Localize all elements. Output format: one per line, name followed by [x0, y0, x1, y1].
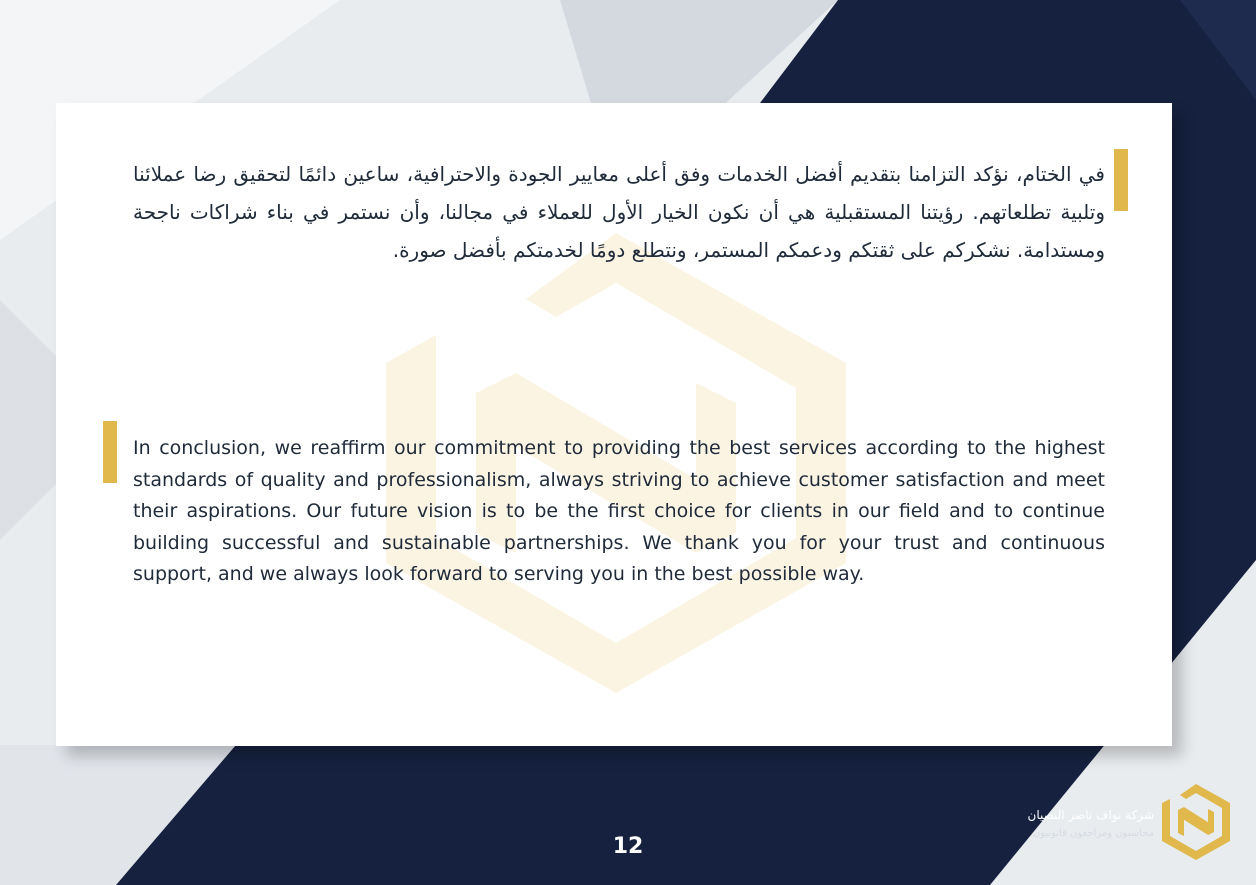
company-branding [990, 806, 1154, 844]
hexagon-n-logo-icon [1160, 784, 1232, 860]
english-accent-bar [103, 421, 117, 483]
company-tagline: محاسبون ومراجعون قانونيون [1032, 828, 1154, 839]
english-paragraph: In conclusion, we reaffirm our commitment to providing the best services according to the highest standards of quality and professionalism, always striving to achieve customer satisfaction and meet their aspirations. Our future vision is to be the first choice for clients in our field and to continue building successful and sustainable partnerships. We thank you for your trust and continuous support, and we always look forward to serving you in the best possible way. [133, 437, 1105, 586]
page-number: 12 [612, 834, 644, 859]
arabic-paragraph: في الختام، نؤكد التزامنا بتقديم أفضل الخدمات وفق أعلى معايير الجودة والاحترافية، ساعين دائمًا لتحقيق رضا عملائنا وتلبية تطلعاتهم. رؤيتنا المستقبلية هي أن نكون الخيار الأول للعملاء في مجالنا، وأن نستمر في بناء شراكات ناجحة ومستدامة. نشكركم على ثقتكم ودعمكم المستمر، ونتطلع دومًا لخدمتكم بأفضل صورة. [133, 162, 1105, 262]
content-card [56, 103, 1172, 746]
arabic-accent-bar [1114, 149, 1128, 211]
company-name: شركة نواف ناصر النصيان [1027, 808, 1154, 822]
